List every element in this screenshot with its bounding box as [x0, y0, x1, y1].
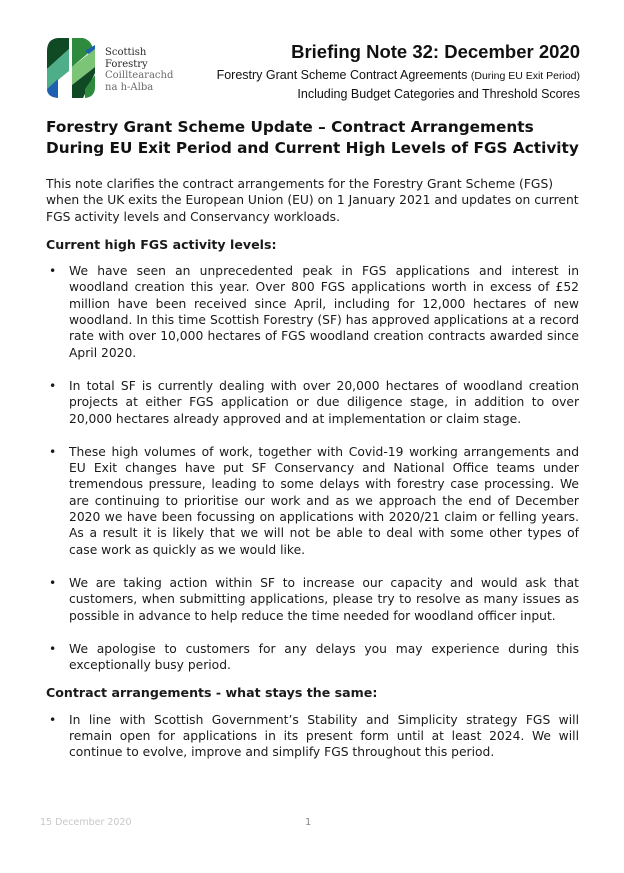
footer-date: 15 December 2020 [40, 817, 132, 828]
section-heading-contract: Contract arrangements - what stays the same: [46, 685, 378, 701]
list-item-text: In line with Scottish Government’s Stability and Simplicity strategy FGS will remain open for applications in its present form until at least 2024. We will continue to evolve, improve and simplify FGS throughout this period. [69, 712, 579, 760]
subtitle-main: Forestry Grant Scheme Contract Agreements [216, 68, 471, 82]
briefing-subtitle-2: Including Budget Categories and Threshold Scores [297, 87, 580, 101]
logo-name-gd-2: na h-Alba [105, 81, 154, 93]
document-body [46, 176, 579, 778]
list-item-text: These high volumes of work, together with Covid-19 working arrangements and EU Exit changes have put SF Conservancy and National Office teams under tremendous pressure, leading to some delays with forestry case processing. We are continuing to prioritise our work and as we approach the end of December 2020 we have been focussing on applications with 2020/21 claim or felling years. As a result it is likely that we will not be able to deal with some other types of case work as quickly as we would like. [69, 444, 579, 557]
list-item [46, 378, 579, 427]
bullet-icon: • [49, 378, 57, 393]
briefing-subtitle-1 [217, 68, 580, 82]
intro-paragraph: This note clarifies the contract arrangements for the Forestry Grant Scheme (FGS) when the UK exits the European Union (EU) on 1 January 2021 and updates on current FGS activity levels and Conservancy workloads. [46, 177, 579, 224]
list-item [46, 575, 579, 624]
page-heading-line-1: Forestry Grant Scheme Update – Contract Arrangements [46, 118, 534, 136]
list-item [46, 263, 579, 361]
logo-wordmark [105, 47, 173, 93]
page-heading-line-2: During EU Exit Period and Current High Levels of FGS Activity [46, 139, 579, 157]
list-item [46, 444, 579, 558]
bullet-icon: • [49, 264, 57, 279]
bullet-icon: • [49, 575, 57, 590]
briefing-note-title: Briefing Note 32: December 2020 [291, 41, 580, 62]
list-item-text: We are taking action within SF to increase our capacity and would ask that customers, when submitting applications, please try to resolve as many issues as possible in advance to help reduce the time needed for woodland officer input. [69, 575, 579, 623]
bullet-icon: • [49, 712, 57, 727]
logo-name-en-2: Forestry [105, 58, 148, 70]
list-item-text: We have seen an unprecedented peak in FGS applications and interest in woodland creation this year. Over 800 FGS applications worth in excess of £52 million have been received since April, including for 12,000 hectares of new woodland. In this time Scottish Forestry (SF) has approved applications at a record rate with over 10,000 hectares of FGS woodland creation contracts awarded since April 2020. [69, 264, 579, 360]
logo-name-gd-1: Coilltearachd [105, 70, 174, 81]
list-item-text: We apologise to customers for any delays you may experience during this exceptionally busy period. [69, 641, 579, 673]
page-number: 1 [305, 817, 312, 828]
page-heading [46, 117, 586, 159]
bullet-icon: • [49, 444, 57, 459]
leaf-logo-icon [45, 37, 97, 99]
bullet-icon: • [49, 641, 57, 656]
list-item [46, 641, 579, 674]
subtitle-parenthetical: (During EU Exit Period) [470, 70, 580, 82]
list-item [46, 712, 579, 761]
contract-bullet-list [46, 712, 579, 761]
list-item-text: In total SF is currently dealing with over 20,000 hectares of woodland creation projects at either FGS application or due diligence stage, in addition to over 20,000 hectares already approved and at implementation or claim stage. [69, 378, 579, 426]
scottish-forestry-logo [45, 37, 185, 99]
logo-name-en-1: Scottish [105, 47, 147, 58]
section-heading-activity: Current high FGS activity levels: [46, 236, 277, 252]
activity-bullet-list [46, 263, 579, 673]
